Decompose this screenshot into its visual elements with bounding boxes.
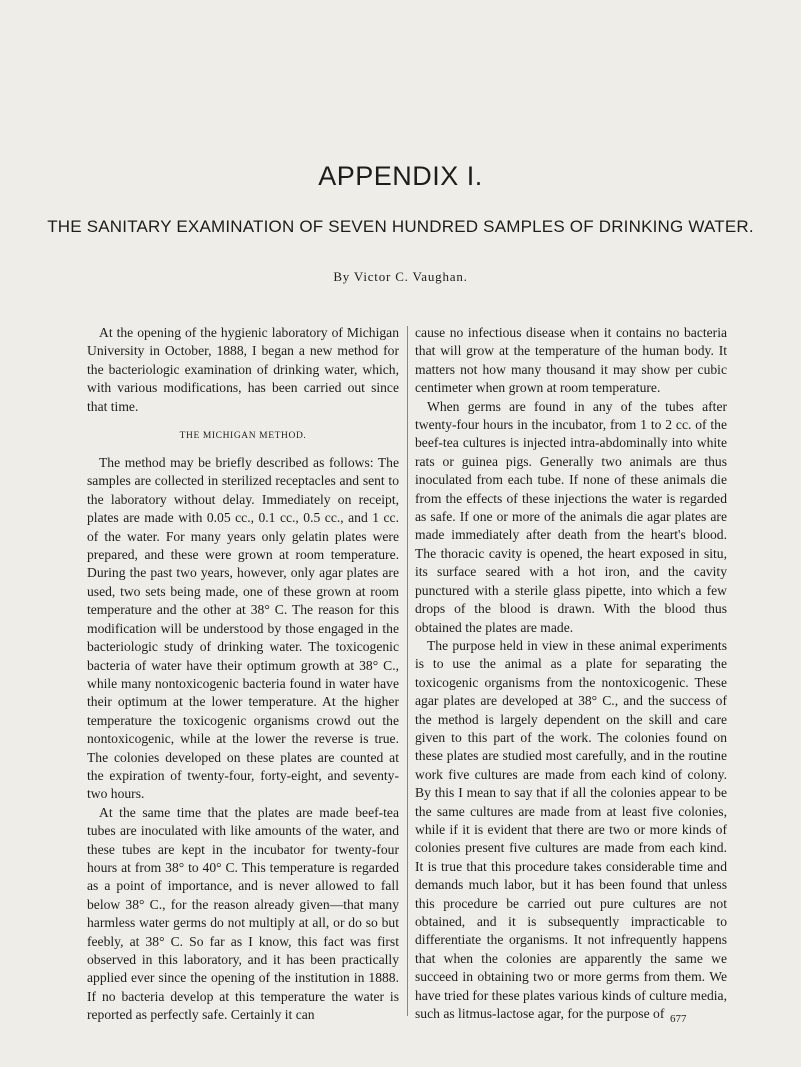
paragraph: The method may be briefly described as follows: The samples are collected in sterilized receptacles and sent to the laboratory without delay. Immediately on receipt, plates are made with 0.05 cc., 0.1 cc., 0.5 cc., and 1 cc. of the water. For many years only gelatin plates were prepared, and these were grown at room temperature. During the past two years, however, only agar plates are used, two sets being made, one of these grown at room temperature and the other at 38° C. The reason for this modification will be understood by those engaged in the bacteriologic study of drinking water. The toxicogenic bacteria of water have their optimum growth at 38° C., while many nontoxicogenic bacteria found in water have their optimum at the lower temperature. At the higher temperature the toxicogenic organisms crowd out the nontoxicogenic, while at the lower the reverse is true. The colonies developed on these plates are counted at the expiration of twenty-four, forty-eight, and seventy-two hours.: [87, 455, 399, 802]
page-number: 677: [670, 1013, 687, 1025]
paragraph: When germs are found in any of the tubes after twenty-four hours in the incubator, from 1 to 2 cc. of the beef-tea cultures is injected intra-abdominally into white rats or guinea pigs. Generally two animals are thus inoculated from each tube. If none of these animals die from the effects of these injections the water is regarded as safe. If one or more of the animals die agar plates are made immediately after death from the heart's blood. The thoracic cavity is opened, the heart exposed in situ, its surface seared with a hot iron, and the cavity punctured with a sterile glass pipette, into which a few drops of the blood is drawn. With the blood thus obtained the plates are made.: [415, 398, 727, 635]
column-divider: [407, 326, 408, 1016]
paragraph: cause no infectious disease when it contains no bacteria that will grow at the temperature of the human body. It matters not how many thousand it may show per cubic centimeter when grown at room temperature.: [415, 325, 727, 396]
paragraph: At the opening of the hygienic laboratory of Michigan University in October, 1888, I began a new method for the bacteriologic examination of drinking water, which, with various modifications, has been carried out since that time.: [87, 325, 399, 414]
paragraph: The purpose held in view in these animal experiments is to use the animal as a plate for separating the toxicogenic organisms from the nontoxicogenic. These agar plates are developed at 38° C., and the success of the method is largely dependent on the skill and care given to this part of the work. The colonies found on these plates are studied most carefully, and in the routine work five cultures are made from each kind of colony. By this I mean to say that if all the colonies appear to be the same cultures are made from at least five colonies, while if it is evident that there are two or more kinds of colonies present five cultures are made from each kind. It is true that this procedure takes considerable time and demands much labor, but it has been found that unless this procedure be carried out pure cultures are not obtained, and it is subsequently impracticable to differentiate the organisms. It not infrequently happens that when the colonies are apparently the same we succeed in obtaining two or more germs from them. We have tried for these plates various kinds of culture media, such as litmus-lactose agar, for the purpose of: [415, 637, 727, 1022]
section-subheading: THE MICHIGAN METHOD.: [179, 431, 307, 442]
left-column: [87, 324, 399, 1025]
right-column: [415, 324, 727, 1023]
appendix-heading: APPENDIX I.: [318, 161, 483, 191]
paragraph: At the same time that the plates are made beef-tea tubes are inoculated with like amounts of the water, and these tubes are kept in the incubator for twenty-four hours at from 38° to 40° C. This temperature is regarded as a point of importance, and is never allowed to fall below 38° C., for the reason already given—that many harmless water germs do not multiply at all, or do so but feebly, at 38° C. So far as I know, this fact was first observed in this laboratory, and it has been practically applied ever since the opening of the institution in 1888. If no bacteria develop at this temperature the water is reported as perfectly safe. Certainly it can: [87, 804, 399, 1023]
article-title: THE SANITARY EXAMINATION OF SEVEN HUNDRED SAMPLES OF DRINKING WATER.: [47, 217, 754, 236]
author-byline: By Victor C. Vaughan.: [333, 269, 468, 284]
